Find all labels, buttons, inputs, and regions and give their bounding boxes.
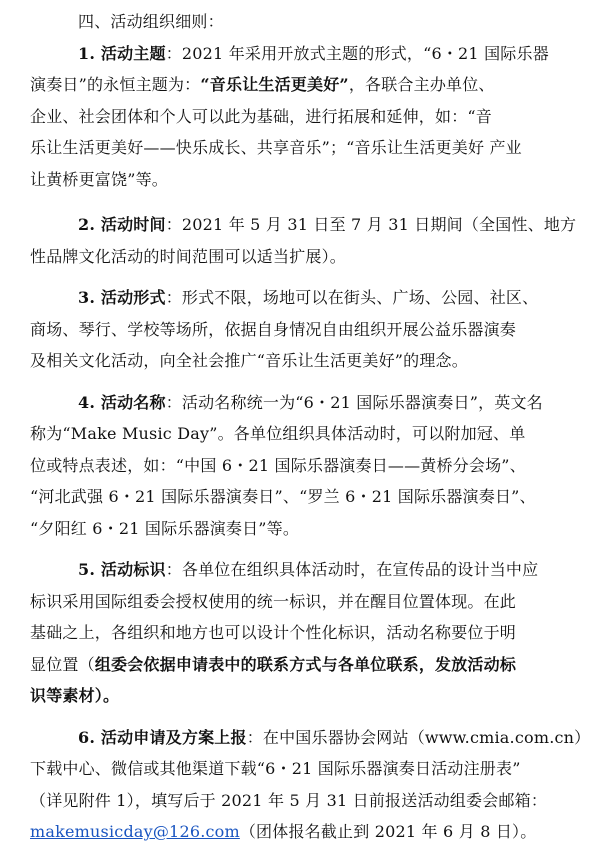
- item-name-line-5: “夕阳红 6・21 国际乐器演奏日”等。: [30, 518, 300, 538]
- item-time-line-1: 2. 活动时间：2021 年 5 月 31 日至 7 月 31 日期间（全国性、地方: [78, 215, 577, 234]
- item-application-label: 6. 活动申请及方案上报: [78, 727, 247, 747]
- item-application-line-2: 下载中心、微信或其他渠道下载“6・21 国际乐器演奏日活动注册表”: [30, 759, 521, 778]
- item-time-label: 2. 活动时间: [78, 215, 166, 234]
- item-application-line-1: 6. 活动申请及方案上报：在中国乐器协会网站（www.cmia.com.cn）: [78, 727, 591, 747]
- item-time-line-2: 性品牌文化活动的时间范围可以适当扩展）。: [30, 246, 347, 266]
- theme-slogan: “音乐让生活更美好”: [200, 75, 349, 94]
- item-name-line-4: “河北武强 6・21 国际乐器演奏日”、“罗兰 6・21 国际乐器演奏日”、: [30, 487, 536, 506]
- item-format-line-3: 及相关文化活动，向全社会推广“音乐让生活更美好”的理念。: [30, 351, 468, 370]
- item-theme-line-1: 1. 活动主题：2021 年采用开放式主题的形式，“6・21 国际乐器: [78, 43, 549, 63]
- item-name-label: 4. 活动名称: [78, 392, 166, 412]
- item-logo-line-2: 标识采用国际组委会授权使用的统一标识，并在醒目位置体现。在此: [30, 591, 517, 611]
- item-logo-line-1: 5. 活动标识：各单位在组织具体活动时，在宣传品的设计当中应: [78, 560, 539, 579]
- item-format-label: 3. 活动形式: [78, 288, 166, 307]
- item-theme-label: 1. 活动主题: [78, 43, 166, 63]
- item-logo: [30, 554, 570, 712]
- item-application-line-4: makemusicday@126.com（团体报名截止到 2021 年 6 月 8 日）。: [30, 822, 537, 841]
- item-name-line-3: 位或特点表述，如：“中国 6・21 国际乐器演奏日——黄桥分会场”、: [30, 455, 526, 475]
- item-time: [30, 209, 577, 272]
- item-name: [30, 387, 570, 545]
- item-theme-line-3: 企业、社会团体和个人可以此为基础，进行拓展和延伸，如：“音: [30, 106, 492, 126]
- item-theme-line-2: 演奏日”的永恒主题为：“音乐让生活更美好”，各联合主办单位、: [30, 75, 495, 94]
- item-logo-line-3: 基础之上，各组织和地方也可以设计个性化标识，活动名称要位于明: [30, 623, 517, 642]
- item-theme-line-5: 让黄桥更富饶”等。: [30, 169, 168, 189]
- section-heading: 四、活动组织细则：: [78, 12, 224, 31]
- item-format-line-2: 商场、琴行、学校等场所，依据自身情况自由组织开展公益乐器演奏: [30, 319, 517, 339]
- item-theme: [30, 38, 570, 196]
- item-name-line-1: 4. 活动名称：活动名称统一为“6・21 国际乐器演奏日”，英文名: [78, 392, 543, 412]
- item-format: [30, 282, 570, 377]
- email-link[interactable]: makemusicday@126.com: [30, 822, 240, 841]
- item-format-line-1: 3. 活动形式：形式不限，场地可以在街头、广场、公园、社区、: [78, 288, 539, 307]
- item-logo-line-5: 识等素材）。: [30, 686, 120, 705]
- item-application-line-3: （详见附件 1），填写后于 2021 年 5 月 31 日前报送活动组委会邮箱：: [30, 790, 548, 810]
- item-application: [30, 722, 591, 848]
- item-name-line-2: 称为“Make Music Day”。各单位组织具体活动时，可以附加冠、单: [30, 424, 526, 443]
- document-page: [30, 6, 591, 848]
- item-logo-line-4: 显位置（组委会依据申请表中的联系方式与各单位联系，发放活动标: [30, 654, 517, 674]
- item-theme-line-4: 乐让生活更美好——快乐成长、共享音乐”；“音乐让生活更美好 产业: [30, 138, 522, 157]
- item-logo-label: 5. 活动标识: [78, 560, 166, 579]
